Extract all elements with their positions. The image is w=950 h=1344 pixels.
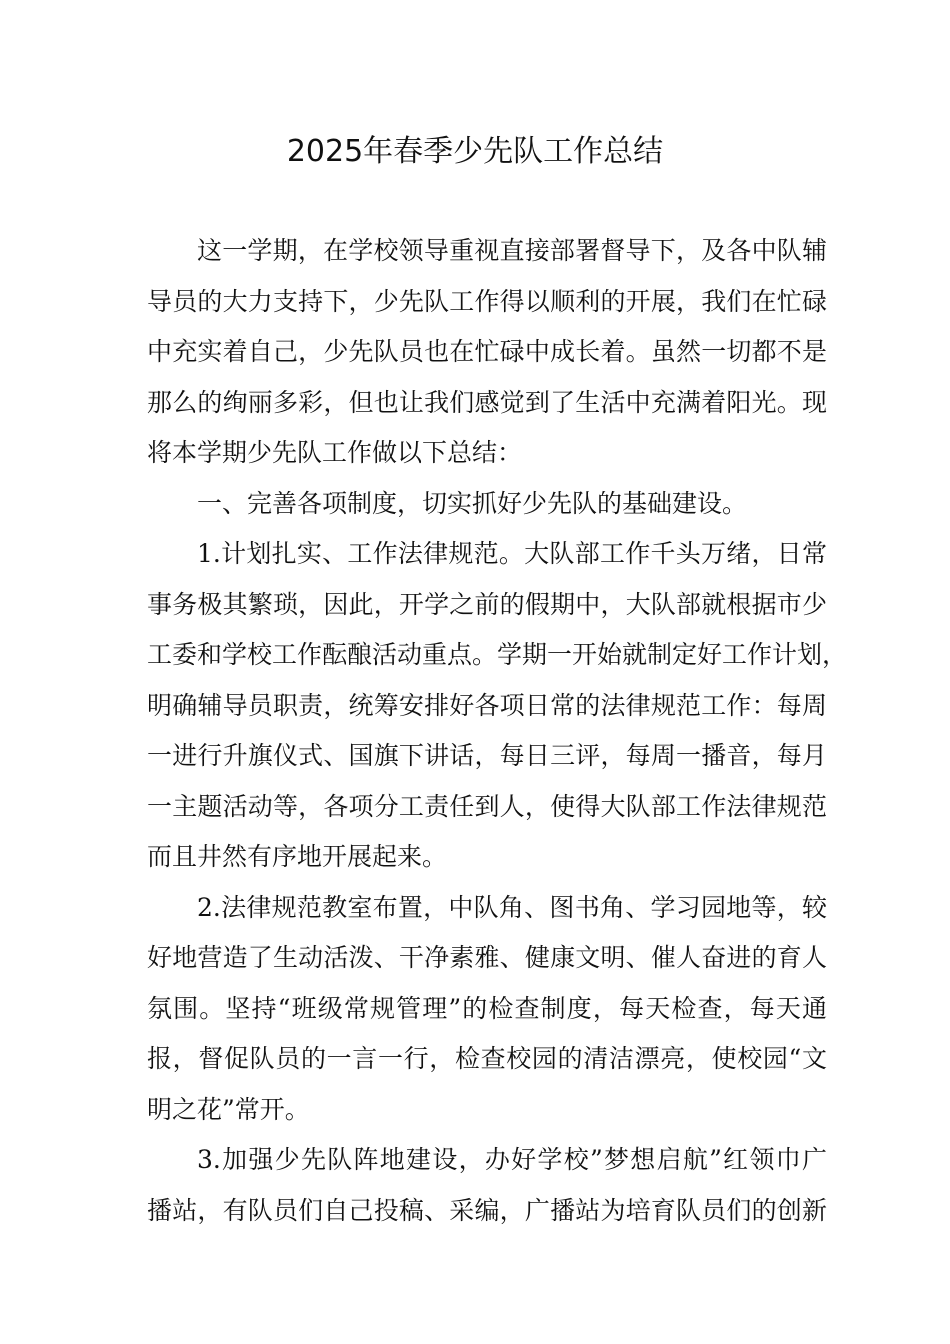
text-line: 3.加强少先队阵地建设，办好学校”梦想启航”红领巾广	[197, 1145, 827, 1174]
text-line: 事务极其繁琐，因此，开学之前的假期中，大队部就根据市少	[147, 589, 827, 619]
text-line: 播站，有队员们自己投稿、采编，广播站为培育队员们的创新	[147, 1195, 827, 1225]
text-line: 2.法律规范教室布置，中队角、图书角、学习园地等，较	[197, 892, 827, 922]
text-line: 氛围。坚持“班级常规管理”的检查制度，每天检查，每天通	[147, 993, 827, 1023]
text-line: 导员的大力支持下，少先队工作得以顺利的开展，我们在忙碌	[147, 286, 827, 316]
text-line: 那么的绚丽多彩，但也让我们感觉到了生活中充满着阳光。现	[147, 387, 827, 417]
text-line: 而且井然有序地开展起来。	[147, 842, 448, 871]
document-body	[147, 226, 848, 1236]
text-line: 一主题活动等，各项分工责任到人，使得大队部工作法律规范	[147, 791, 827, 821]
text-line: 好地营造了生动活泼、干净素雅、健康文明、催人奋进的育人	[147, 943, 827, 972]
text-line: 中充实着自己，少先队员也在忙碌中成长着。虽然一切都不是	[147, 337, 827, 366]
text-line: 一进行升旗仪式、国旗下讲话，每日三评，每周一播音，每月	[147, 741, 827, 770]
text-line: 工委和学校工作酝酿活动重点。学期一开始就制定好工作计划，	[147, 640, 848, 669]
text-line: 这一学期，在学校领导重视直接部署督导下，及各中队辅	[197, 236, 827, 265]
section-heading: 一、完善各项制度，切实抓好少先队的基础建设。	[197, 488, 748, 518]
text-line: 明之花”常开。	[147, 1094, 310, 1124]
text-line: 1.计划扎实、工作法律规范。大队部工作千头万绪，日常	[197, 539, 827, 568]
text-line: 明确辅导员职责，统筹安排好各项日常的法律规范工作：每周	[147, 690, 827, 720]
text-line: 将本学期少先队工作做以下总结：	[147, 438, 523, 467]
document-title: 2025年春季少先队工作总结	[286, 134, 664, 169]
text-line: 报，督促队员的一言一行，检查校园的清洁漂亮，使校园“文	[147, 1044, 827, 1073]
